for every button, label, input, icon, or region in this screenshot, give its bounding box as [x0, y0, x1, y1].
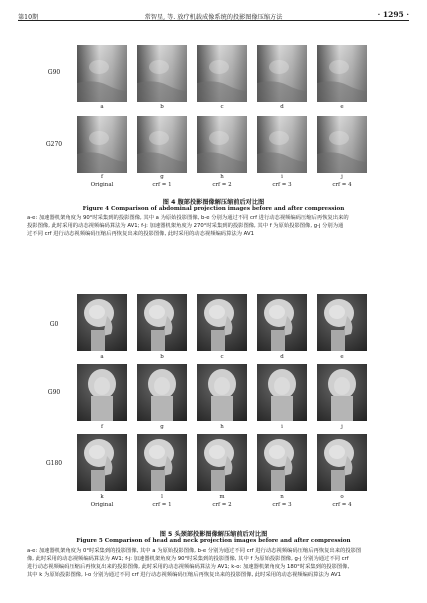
projection-image [137, 294, 187, 351]
panel-letter: f [100, 424, 104, 430]
projection-image [257, 45, 307, 102]
description-line: a-e: 加速器机架角度为 0°时采集到的投影图像, 其中 a 为原始投影图像, b-e 分别为通过不同 crf 进行动态视频编码压缩后再恢复出来的投影图 [27, 548, 362, 554]
projection-image [77, 364, 127, 421]
description-line: 进行动态视频编码压缩后再恢复出来的投影图像, 此时采用的动态视频编码算法为 AV1; k-o: 加速器机架角度为 180°时采集到的投影图像, [27, 564, 350, 570]
header-rule [18, 20, 409, 21]
column-label: crf = 1 [152, 182, 172, 188]
row-label-g90: G90 [47, 69, 61, 76]
panel-letter: a [100, 354, 104, 360]
panel-letter: g [160, 424, 164, 430]
description-line: 过不同 crf 进行动态视频编码压缩后再恢复出来的投影图像, 此时采用的动态视频编码算法为 AV1 [27, 231, 254, 237]
column-label: crf = 2 [212, 502, 232, 508]
projection-image [77, 116, 127, 173]
column-label: crf = 4 [332, 502, 352, 508]
row-label-g270: G270 [45, 141, 63, 148]
panel-letter: c [220, 354, 224, 360]
description-line: 像, 此时采用的动态视频编码算法为 AV1; f-j: 加速器机架角度为 90°时采集到的投影图像, 其中 f 为原始投影图像, g-j 分别为通过不同 crf [27, 556, 349, 562]
projection-image [257, 116, 307, 173]
projection-image [257, 294, 307, 351]
projection-image [197, 45, 247, 102]
panel-letter: e [340, 354, 344, 360]
figure5-row-g180-letters [77, 494, 367, 502]
panel-letter: l [161, 494, 163, 500]
description-line: a-e: 加速器机架角度为 90°时采集到的投影图像, 其中 a 为原始投影图像, b-e 分别为通过不同 crf 进行动态视频编码压缩后再恢复出来的 [27, 215, 349, 221]
panel-letter: b [160, 354, 164, 360]
figure4-caption-cn: 图 4 腹部投影图像解压缩前后对比图 [162, 199, 265, 206]
panel-letter: b [160, 104, 164, 110]
panel-letter: i [281, 174, 283, 180]
figure4-row-g270 [77, 116, 367, 173]
panel-letter: c [220, 104, 224, 110]
figure4-row-g270-letters [77, 174, 367, 182]
row-label-g180: G180 [45, 460, 63, 467]
projection-image [77, 294, 127, 351]
projection-image [257, 434, 307, 491]
projection-image [137, 364, 187, 421]
panel-letter: o [340, 494, 344, 500]
panel-letter: f [100, 174, 104, 180]
projection-image [77, 45, 127, 102]
column-label: crf = 1 [152, 502, 172, 508]
projection-image [137, 116, 187, 173]
panel-letter: j [341, 174, 343, 180]
column-label: crf = 3 [272, 502, 292, 508]
projection-image [317, 116, 367, 173]
column-label: crf = 2 [212, 182, 232, 188]
column-label: Original [90, 502, 114, 508]
figure5-caption-en: Figure 5 Comparison of head and neck projection images before and after compression [76, 538, 351, 544]
panel-letter: k [100, 494, 104, 500]
figure4-row-g90-letters [77, 104, 367, 112]
panel-letter: n [280, 494, 284, 500]
panel-letter: d [280, 354, 284, 360]
figure5-row-g90 [77, 364, 367, 421]
panel-letter: m [219, 494, 225, 500]
panel-letter: g [160, 174, 164, 180]
projection-image [257, 364, 307, 421]
projection-image [197, 116, 247, 173]
projection-image [137, 45, 187, 102]
figure5-row-g0-letters [77, 354, 367, 362]
figure4-description [27, 214, 407, 238]
projection-image [77, 434, 127, 491]
panel-letter: d [280, 104, 284, 110]
column-label: crf = 4 [332, 182, 352, 188]
projection-image [197, 434, 247, 491]
issue-number: 第10期 [18, 14, 39, 21]
running-title: 常智星, 等. 放疗机载成像系统的投影图像压缩方法 [144, 14, 283, 21]
projection-image [317, 434, 367, 491]
figure5-row-g180 [77, 434, 367, 491]
page-number: · 1295 · [377, 10, 409, 19]
figure4-row-g90 [77, 45, 367, 102]
figure5-column-labels [77, 502, 367, 510]
projection-image [317, 45, 367, 102]
panel-letter: j [341, 424, 343, 430]
figure4-caption-en: Figure 4 Comparison of abdominal projection images before and after compression [82, 206, 345, 212]
row-label-g0: G0 [49, 321, 59, 328]
row-label-g90: G90 [47, 389, 61, 396]
figure5-description [27, 547, 407, 579]
projection-image [317, 294, 367, 351]
panel-letter: a [100, 104, 104, 110]
panel-letter: h [220, 174, 224, 180]
column-label: crf = 3 [272, 182, 292, 188]
panel-letter: i [281, 424, 283, 430]
projection-image [197, 294, 247, 351]
figure5-row-g0 [77, 294, 367, 351]
column-label: Original [90, 182, 114, 188]
projection-image [137, 434, 187, 491]
figure5-row-g90-letters [77, 424, 367, 432]
description-line: 其中 k 为原始投影图像, l-o 分别为通过不同 crf 进行动态视频编码压缩后再恢复出来的投影图像, 此时采用的动态视频编码算法为 AV1 [27, 572, 342, 578]
panel-letter: h [220, 424, 224, 430]
projection-image [317, 364, 367, 421]
projection-image [197, 364, 247, 421]
figure5-caption-cn: 图 5 头颈部投影图像解压缩前后对比图 [159, 531, 268, 538]
panel-letter: e [340, 104, 344, 110]
description-line: 投影图像, 此时采用的动态视频编码算法为 AV1; f-j: 加速器机架角度为 270°时采集到的投影图像, 其中 f 为原始投影图像, g-j 分别为通 [27, 223, 344, 229]
figure4-column-labels [77, 182, 367, 190]
